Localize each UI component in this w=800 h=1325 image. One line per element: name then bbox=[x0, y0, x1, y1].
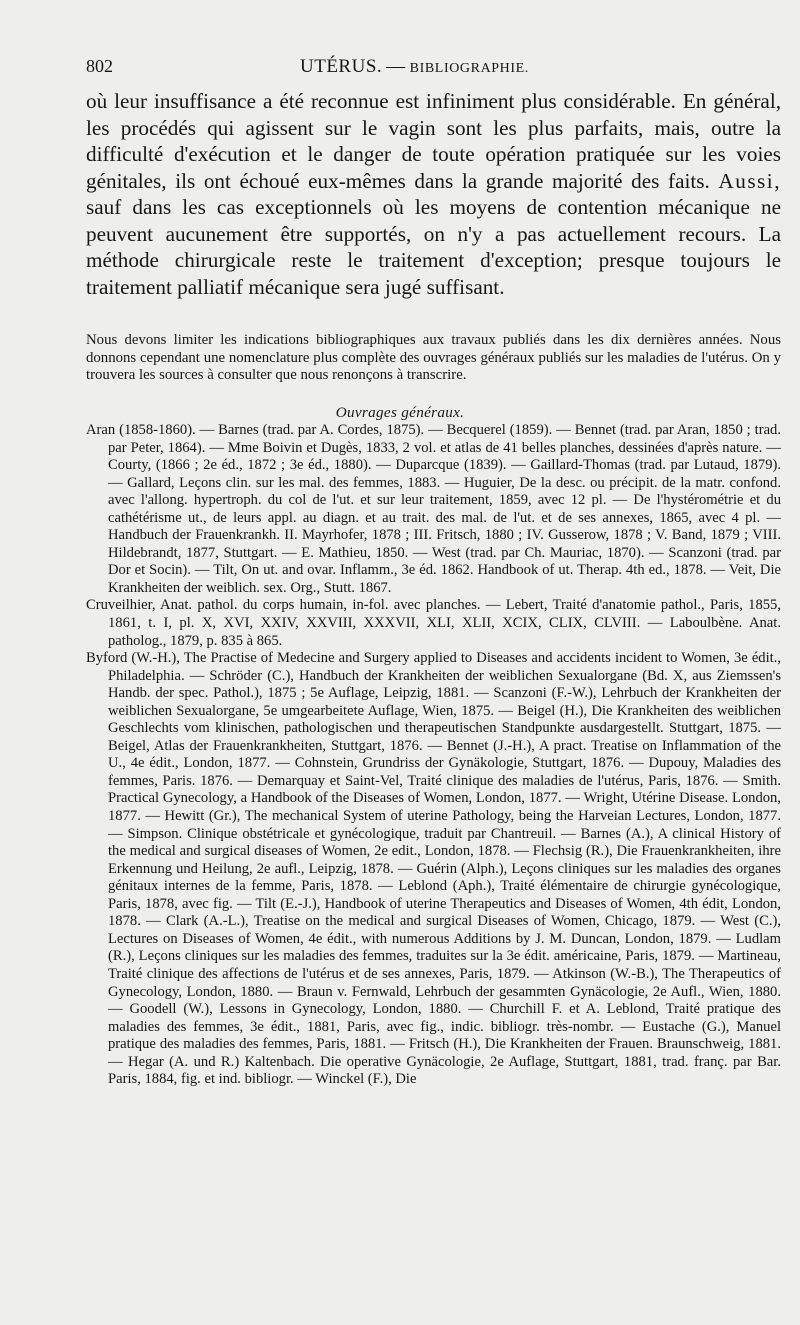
bibliography-entry: Byford (W.-H.), The Practise of Medecine and Surgery applied to Diseases and accidents incident to Women, 3e édit., Philadelphia. — Schröder (C.), Handbuch der Krankheiten der weiblichen Sexualorgane (Bd. X, aus Ziemssen's Handb. der spec. Pathol.), 1875 ; 5e Auflage, Leipzig, 1881. — Scanzoni (F.-W.), Lehrbuch der Krankheiten der weiblichen Sexualorgane, 5e umgearbeitete Auflage, Wien, 1875. — Beigel (H.), Die Krankheiten des weiblichen Geschlechts vom klinischen, pathologischen und therapeutischen Standpunkte ausdargestellt. Stuttgart, 1875. — Beigel, Atlas der Frauenkrankheiten, Stuttgart, 1876. — Bennet (J.-H.), A pract. Treatise on Inflammation of the U., 4e édit., London, 1877. — Cohnstein, Grundriss der Gynäkologie, Stuttgart, 1876. — Dupouy, Maladies des femmes, Paris. 1876. — Demarquay et Saint-Vel, Traité clinique des maladies de l'utérus, Paris, 1876. — Smith. Practical Gynecology, a Handbook of the Diseases of Women, London, 1877. — Wright, Utérine Disease. London, 1877. — Hewitt (Gr.), The mechanical System of uterine Pathology, being the Harveian Lectures, London, 1877. — Simpson. Clinique obstétricale et gynécologique, traduit par Chantreuil. — Barnes (A.), A clinical History of the medical and surgical diseases of Women, 2e edit., London, 1878. — Flechsig (R.), Die Frauenkrankheiten, ihre Erkennung und Heilung, 2e aufl., Leipzig, 1878. — Guérin (Alph.), Leçons cliniques sur les maladies des organes génitaux internes de la femme, Paris, 1878. — Leblond (Aph.), Traité élémentaire de chirurgie gynécologique, Paris, 1878, avec fig. — Tilt (E.-J.), Handbook of uterine Therapeutics and Diseases of Women, 4th édit, London, 1878. — Clark (A.-L.), Treatise on the medical and surgical Diseases of Women, Chicago, 1879. — West (C.), Lectures on Diseases of Women, 4e édit., with numerous Additions by J. M. Duncan, London, 1879. — Ludlam (R.), Leçons cliniques sur les maladies des femmes, traduites sur la 3e édit. américaine, Paris, 1879. — Martineau, Traité clinique des affections de l'utérus et de ses annexes, Paris, 1879. — Atkinson (W.-B.), The Therapeutics of Gynecology, London, 1880. — Braun v. Fernwald, Lehrbuch der gesammten Gynäcologie, 2e Aufl., Wien, 1880. — Goodell (W.), Lessons in Gynecology, London, 1880. — Churchill F. et A. Leblond, Traité pratique des maladies des femmes, 3e édit., 1881, Paris, avec fig., indic. bibliogr. très-nombr. — Eustache (G.), Manuel pratique des maladies des femmes, Paris, 1881. — Fritsch (H.), Die Krankheiten der Frauen. Braunschweig, 1881.— Hegar (A. und R.) Kaltenbach. Die operative Gynäcologie, 2e Auflage, Stuttgart, 1881, trad. franç. par Bar. Paris, 1884, fig. et ind. bibliogr. — Winckel (F.), Die bbox=[86, 650, 781, 1088]
bibliography-entry: Cruveilhier, Anat. pathol. du corps humain, in-fol. avec planches. — Lebert, Traité d'anatomie pathol., Paris, 1855, 1861, t. I, pl. X, XVI, XXIV, XXVIII, XXXVII, XLI, XLII, XCIX, CLIX, CLVIII. — Laboulbène. Anat. patholog., 1879, p. 835 à 865. bbox=[86, 597, 781, 649]
running-title-main: UTÉRUS. bbox=[300, 56, 383, 77]
lead-paragraph bbox=[86, 88, 781, 300]
bibliography-entry: Aran (1858-1860). — Barnes (trad. par A. Cordes, 1875). — Becquerel (1859). — Bennet (trad. par Aran, 1850 ; trad. par Peter, 1864). — Mme Boivin et Dugès, 1833, 2 vol. et atlas de 41 belles planches, dessinées d'après nature. — Courty, (1866 ; 2e éd., 1872 ; 3e éd., 1880). — Duparcque (1839). — Gaillard-Thomas (trad. par Lutaud, 1879). — Gallard, Leçons clin. sur les mal. des femmes, 1883. — Huguier, De la desc. ou précipit. de la matr. confond. avec l'allong. hypertroph. du col de l'ut. et sur leur traitement, 1859, avec 12 pl. — De l'hystérométrie et du cathétérisme ut., de leurs appl. au diagn. et au trait. des mal. de l'ut. et de ses annexes, 1865, avec 4 pl. — Handbuch der Frauenkrankh. II. Mayrhofer, 1878 ; III. Fritsch, 1880 ; IV. Gusserow, 1878 ; V. Band, 1879 ; VIII. Hildebrandt, 1877, Stuttgart. — E. Mathieu, 1850. — West (trad. par Ch. Mauriac, 1870). — Scanzoni (trad. par Dor et Socin). — Tilt, On ut. and ovar. Inflamm., 3e éd. 1862. Handbook of ut. Therap. 4th ed., 1878. — Veit, Die Krankheiten der weiblich. sex. Org., Stutt. 1867. bbox=[86, 422, 781, 596]
page-number: 802 bbox=[86, 56, 113, 76]
lead-text-part1: où leur insuffisance a été reconnue est infiniment plus considérable. En général, les procédés qui agissent sur le vagin sont les plus parfaits, mais, outre la difficulté d'exécution et le danger de toute opération pratiquée sur les voies génitales, ils ont échoué eux-mêmes dans la grande majorité des faits. bbox=[86, 89, 781, 193]
running-title-section: BIBLIOGRAPHIE. bbox=[409, 61, 529, 76]
running-title-dash: — bbox=[386, 56, 406, 77]
lead-emphasis: Aussi, bbox=[718, 168, 781, 193]
lead-text-part2: sauf dans les cas exceptionnels où les moyens de contention mécanique ne peuvent aucunement être supportés, on n'y a pas actuellement recours. La méthode chirurgicale reste le traitement d'exception; presque toujours le traitement palliatif mécanique sera jugé suffisant. bbox=[86, 195, 781, 299]
bibliography-list bbox=[86, 422, 781, 1089]
bibliography-note: Nous devons limiter les indications bibliographiques aux travaux publiés dans les dix dernières années. Nous donnons cependant une nomenclature plus complète des ouvrages généraux publiés sur les maladies de l'utérus. On y trouvera les sources à consulter que nous renonçons à transcrire. bbox=[86, 332, 781, 384]
bibliography-heading: Ouvrages généraux. bbox=[335, 404, 465, 421]
page-header bbox=[86, 56, 780, 86]
running-title bbox=[300, 56, 529, 78]
